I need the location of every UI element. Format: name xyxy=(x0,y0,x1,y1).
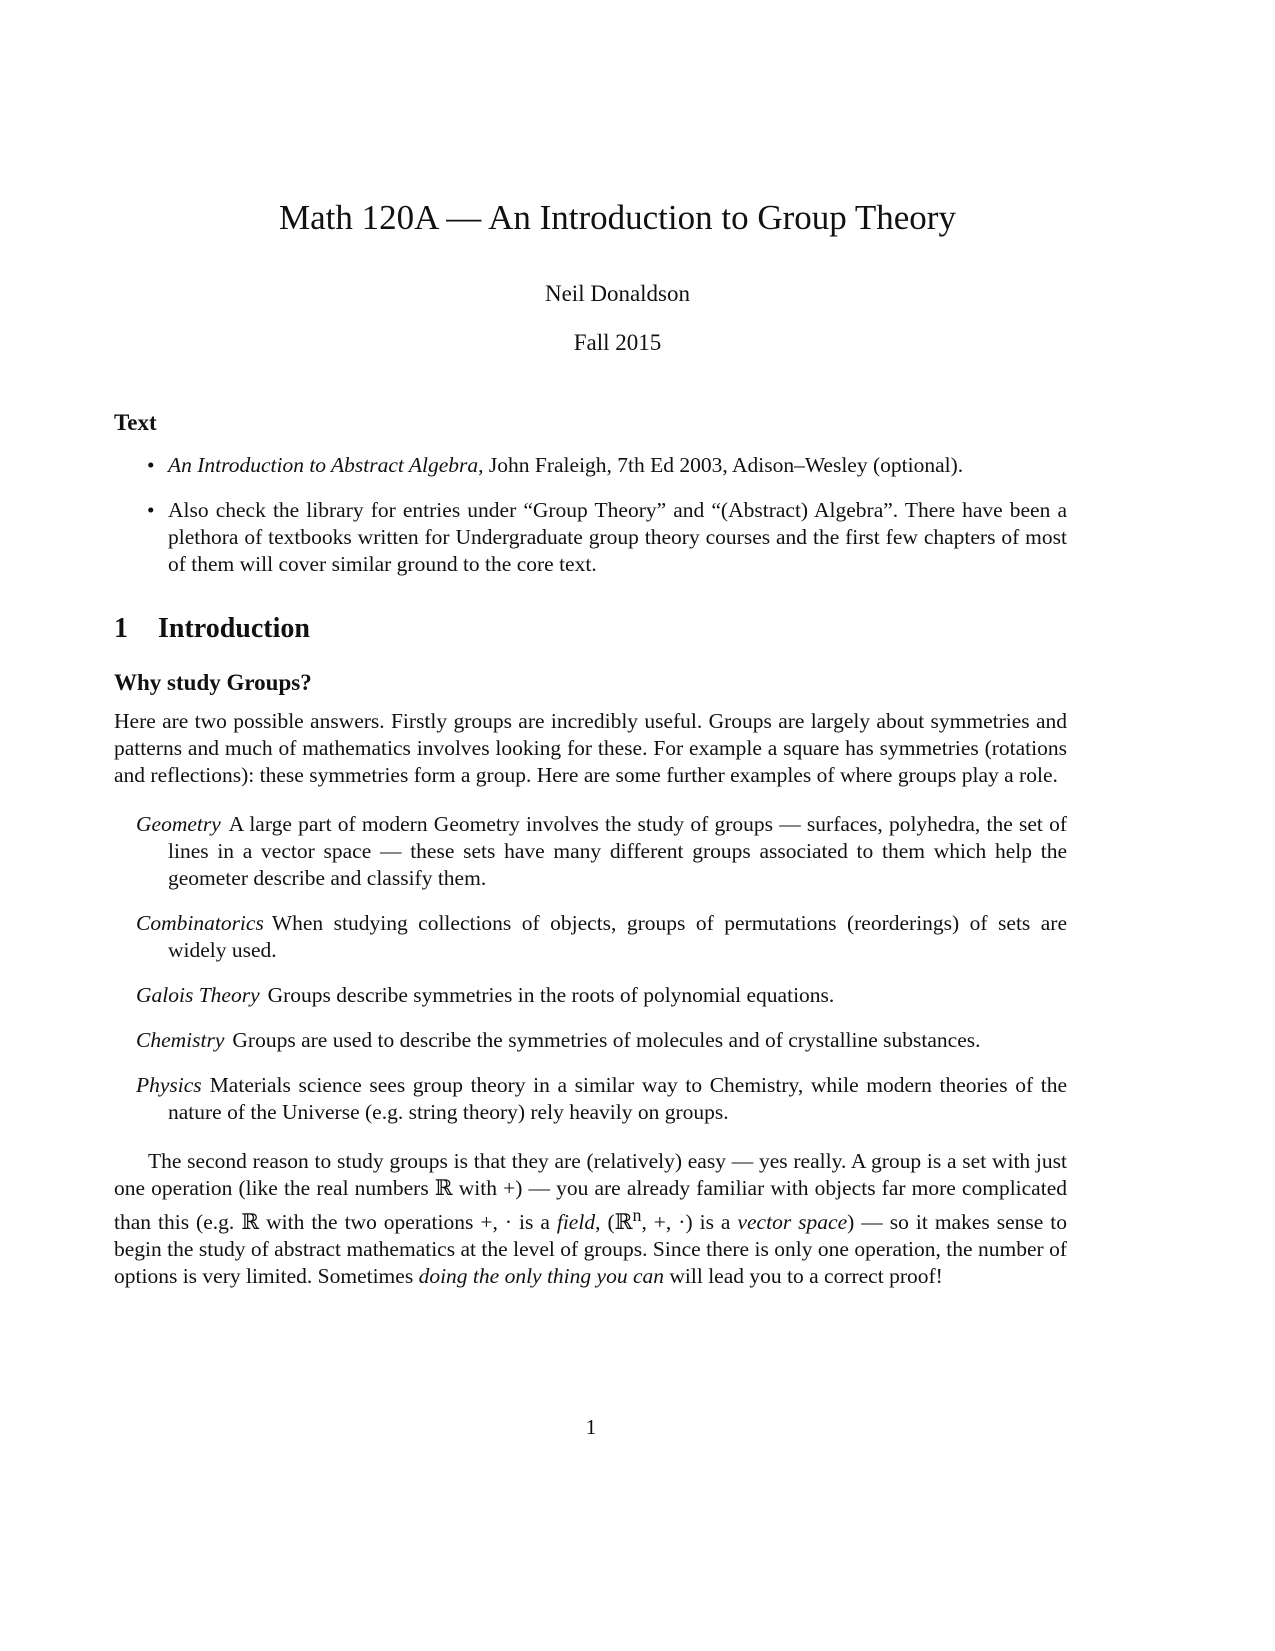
closing-text: will lead you to a correct proof! xyxy=(664,1264,943,1289)
item-text: When studying collections of objects, groups of permutations (reorderings) of sets are widely used. xyxy=(168,911,1067,962)
bullet-icon: • xyxy=(147,453,155,477)
vector-space-word: vector space xyxy=(737,1210,848,1235)
item-term: Geometry xyxy=(136,812,221,836)
item-text: Groups describe symmetries in the roots of polynomial equations. xyxy=(267,983,835,1007)
closing-text: The second reason to study groups is that they are (relatively) easy — yes really. A group is a set with just one operation (like the real numbers ℝ with +) — you are already familiar with objects far more complicated than this (e.g. ℝ with the two operations +, · is a xyxy=(114,1149,1067,1235)
document-title: Math 120A — An Introduction to Group Theory xyxy=(279,198,956,237)
section-title: Introduction xyxy=(158,613,310,644)
list-item xyxy=(114,1072,1067,1126)
page-number: 1 xyxy=(585,1415,597,1439)
list-item xyxy=(114,497,1067,578)
book-details: , John Fraleigh, 7th Ed 2003, Adison–Wesley (optional). xyxy=(478,453,964,477)
closing-paragraph xyxy=(114,1148,1067,1290)
intro-paragraph: Here are two possible answers. Firstly groups are incredibly useful. Groups are largely about symmetries and patterns and much of mathematics involves looking for these. For example a square has symmetries (rotations and reflections): these symmetries form a group. Here are some further examples of where groups play a role. xyxy=(114,709,1067,787)
item-term: Chemistry xyxy=(136,1028,225,1052)
emphasis-text: doing the only thing you can xyxy=(418,1264,664,1289)
item-term: Galois Theory xyxy=(136,983,260,1007)
author-name: Neil Donaldson xyxy=(544,281,690,306)
bullet-icon: • xyxy=(147,498,155,522)
closing-text: ) — so it makes sense to begin the study of abstract mathematics at the level of groups. Since there is only one operation, the number of options is very limited. Sometimes xyxy=(114,1210,1068,1289)
item-term: Physics xyxy=(136,1073,202,1097)
closing-text: , +, ·) is a xyxy=(641,1210,738,1235)
item-text: Materials science sees group theory in a similar way to Chemistry, while modern theories of the nature of the Universe (e.g. string theory) rely heavily on groups. xyxy=(168,1073,1067,1124)
closing-text: , (ℝ xyxy=(595,1210,633,1235)
library-note: Also check the library for entries under “Group Theory” and “(Abstract) Algebra”. There have been a plethora of textbooks written for Undergraduate group theory courses and the first few chapters of most of them will cover similar ground to the core text. xyxy=(168,498,1067,576)
list-item xyxy=(114,1027,1067,1054)
field-word: field xyxy=(556,1210,596,1235)
term-date: Fall 2015 xyxy=(573,330,662,355)
list-item xyxy=(114,811,1067,892)
section-number: 1 xyxy=(114,613,128,644)
superscript-n: n xyxy=(632,1205,642,1225)
text-bullet-list xyxy=(114,452,1067,578)
item-text: Groups are used to describe the symmetries of molecules and of crystalline substances. xyxy=(232,1028,981,1052)
description-list xyxy=(114,811,1067,1126)
book-title: An Introduction to Abstract Algebra xyxy=(168,453,479,477)
main-content xyxy=(114,408,1067,1290)
section-heading xyxy=(114,612,1067,646)
item-term: Combinatorics xyxy=(136,911,264,935)
list-item xyxy=(114,452,1067,479)
subsection-heading: Why study Groups? xyxy=(114,670,312,695)
list-item xyxy=(114,982,1067,1009)
list-item xyxy=(114,910,1067,964)
text-heading: Text xyxy=(114,410,157,435)
item-text: A large part of modern Geometry involves the study of groups — surfaces, polyhedra, the set of lines in a vector space — these sets have many different groups associated to them which help the geometer describe and classify them. xyxy=(168,812,1067,890)
